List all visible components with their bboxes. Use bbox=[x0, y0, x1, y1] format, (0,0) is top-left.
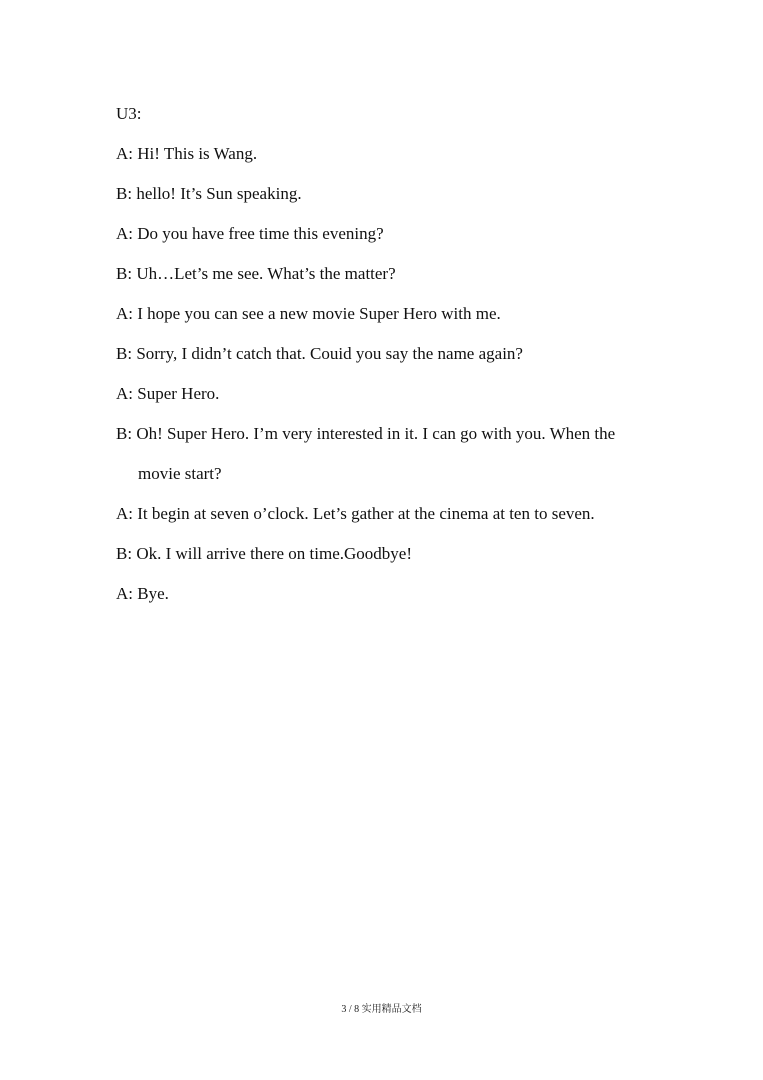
speaker-label: B: bbox=[116, 424, 133, 443]
speaker-label: B: bbox=[116, 264, 133, 283]
line-text: I hope you can see a new movie Super Hero with me. bbox=[137, 304, 501, 323]
speaker-label: A: bbox=[116, 304, 133, 323]
dialogue-line bbox=[116, 342, 676, 366]
line-text: Hi! This is Wang. bbox=[137, 144, 258, 163]
dialogue-line bbox=[116, 422, 676, 486]
dialogue-line bbox=[116, 262, 676, 286]
dialogue-line bbox=[116, 142, 676, 166]
speaker-label: B: bbox=[116, 544, 133, 563]
dialogue-line bbox=[116, 542, 676, 566]
page-footer: 3 / 8 实用精品文档 bbox=[341, 1004, 422, 1015]
speaker-label: A: bbox=[116, 384, 133, 403]
line-text: Oh! Super Hero. I’m very interested in it. I can go with you. When the bbox=[136, 424, 616, 443]
dialogue-line bbox=[116, 582, 676, 606]
line-text: Uh…Let’s me see. What’s the matter? bbox=[136, 264, 396, 283]
line-text: Super Hero. bbox=[137, 384, 220, 403]
section-heading: U3: bbox=[116, 104, 142, 123]
line-text: Ok. I will arrive there on time.Goodbye! bbox=[136, 544, 413, 563]
line-text: Do you have free time this evening? bbox=[137, 224, 384, 243]
dialogue-line bbox=[116, 502, 676, 526]
line-text: hello! It’s Sun speaking. bbox=[136, 184, 302, 203]
speaker-label: A: bbox=[116, 224, 133, 243]
line-text: It begin at seven o’clock. Let’s gather at the cinema at ten to seven. bbox=[137, 504, 595, 523]
dialogue-line bbox=[116, 182, 676, 206]
speaker-label: A: bbox=[116, 584, 133, 603]
line-continuation: movie start? bbox=[138, 464, 222, 483]
dialogue bbox=[116, 142, 676, 622]
line-text: Sorry, I didn’t catch that. Couid you say the name again? bbox=[136, 344, 523, 363]
speaker-label: B: bbox=[116, 344, 133, 363]
line-text: Bye. bbox=[137, 584, 169, 603]
speaker-label: A: bbox=[116, 144, 133, 163]
dialogue-line bbox=[116, 382, 676, 406]
dialogue-line bbox=[116, 222, 676, 246]
speaker-label: B: bbox=[116, 184, 133, 203]
speaker-label: A: bbox=[116, 504, 133, 523]
dialogue-line bbox=[116, 302, 676, 326]
